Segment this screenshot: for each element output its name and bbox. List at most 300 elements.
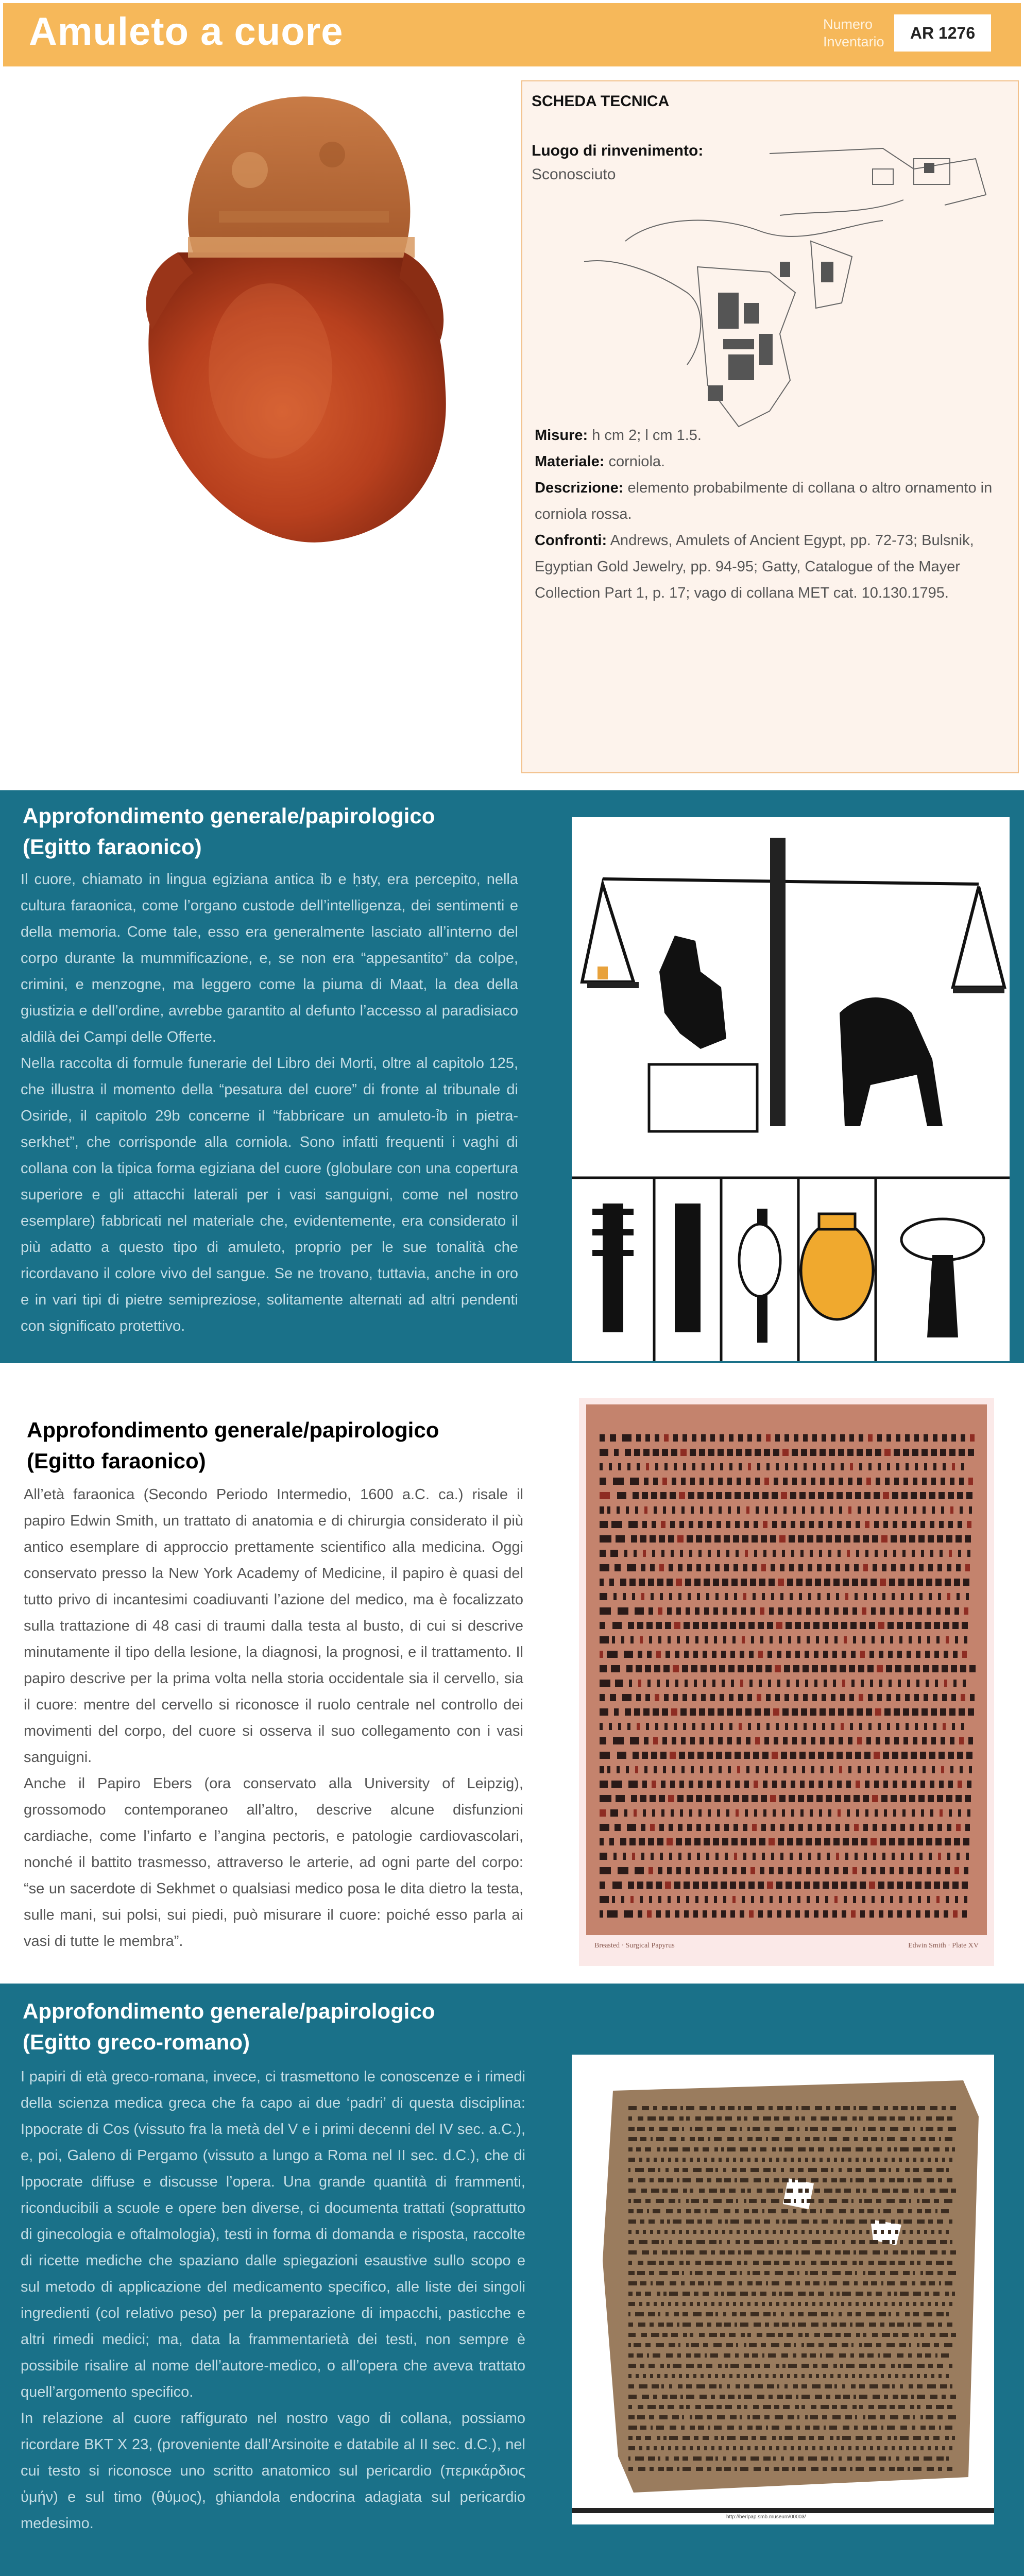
hieratic-glyph	[766, 1434, 771, 1442]
greek-script-mark	[628, 2302, 635, 2306]
greek-script-mark	[807, 2343, 814, 2347]
greek-script-mark	[808, 2168, 817, 2172]
greek-script-mark	[856, 2168, 861, 2172]
hieratic-glyph	[906, 1463, 909, 1470]
hieratic-glyph	[662, 1478, 667, 1485]
hieratic-glyph	[835, 1824, 840, 1831]
greek-script-mark	[767, 2384, 774, 2388]
hieratic-glyph	[691, 1665, 697, 1672]
hieratic-glyph	[824, 1838, 830, 1845]
greek-script-mark	[739, 2281, 742, 2285]
greek-script-mark	[691, 2343, 699, 2347]
hieratic-glyph	[880, 1838, 886, 1845]
hieratic-glyph	[817, 1564, 822, 1571]
greek-script-mark	[914, 2333, 918, 2337]
hieratic-glyph	[730, 1622, 736, 1629]
hieratic-glyph	[844, 1636, 847, 1643]
hieratic-glyph	[901, 1492, 908, 1499]
hieratic-glyph	[600, 1781, 608, 1788]
greek-script-mark	[628, 2426, 637, 2430]
greek-script-mark	[829, 2137, 837, 2141]
hieratic-glyph	[933, 1434, 937, 1442]
hieratic-glyph	[632, 1853, 635, 1860]
greek-script-mark	[848, 2158, 851, 2162]
hieratic-glyph	[771, 1824, 775, 1831]
greek-script-mark	[726, 2302, 729, 2306]
hieratic-glyph	[915, 1723, 918, 1730]
hieratic-glyph	[816, 1535, 823, 1543]
hieratic-glyph	[689, 1521, 693, 1528]
greek-script-mark	[707, 2415, 712, 2419]
greek-script-mark	[913, 2147, 921, 2151]
greek-script-mark	[946, 2168, 949, 2172]
hieratic-glyph	[678, 1853, 681, 1860]
hieratic-glyph	[955, 1535, 962, 1543]
hieratic-glyph	[966, 1752, 972, 1759]
greek-script-mark	[711, 2302, 714, 2306]
hieratic-glyph	[708, 1550, 711, 1557]
hieratic-glyph	[837, 1781, 842, 1788]
hieratic-glyph	[845, 1564, 849, 1571]
greek-script-mark	[873, 2106, 880, 2110]
greek-script-mark	[740, 2271, 742, 2275]
greek-script-mark	[773, 2456, 776, 2461]
greek-papyrus-image	[572, 2055, 994, 2524]
greek-script-mark	[937, 2219, 943, 2224]
hieratic-glyph	[964, 1607, 968, 1615]
greek-script-mark	[888, 2147, 891, 2151]
hieratic-glyph	[612, 1622, 622, 1629]
hieratic-glyph	[715, 1564, 720, 1571]
greek-script-mark	[650, 2467, 654, 2471]
greek-script-mark	[660, 2219, 664, 2224]
greek-script-mark	[720, 2106, 725, 2110]
greek-script-mark	[750, 2456, 759, 2461]
greek-script-mark	[729, 2230, 732, 2234]
hieratic-glyph	[670, 1752, 676, 1759]
greek-script-mark	[945, 2281, 952, 2285]
hieratic-glyph	[622, 1694, 632, 1701]
greek-script-mark	[714, 2426, 722, 2430]
hieratic-glyph	[713, 1579, 719, 1586]
hieratic-glyph	[600, 1809, 606, 1817]
greek-script-mark	[863, 2426, 868, 2430]
greek-script-mark	[924, 2312, 932, 2316]
hieratic-glyph	[759, 1838, 765, 1845]
greek-script-mark	[866, 2456, 875, 2461]
greek-script-mark	[628, 2219, 636, 2224]
location-value: Sconosciuto	[532, 166, 616, 183]
hieratic-glyph	[631, 1535, 637, 1543]
hieratic-glyph	[941, 1506, 944, 1514]
hieratic-glyph	[900, 1824, 905, 1831]
section2-paragraph: All’età faraonica (Secondo Periodo Intermedio, 1600 a.C. ca.) risale il papiro Edwin Smith, un trattato di anatomia e di chirurgia considerato il più antico esemplare di approccio prettamente scientifico alla medicina. Oggi conservato presso la New York Academy of Medicine, il papiro è quasi del tutto privo di incantesimi coadiuvanti l’azione del medico, ma è focalizzato sulla trattazione di 48 casi di traumi dalla testa al busto, di cui si descrive minutamente il tipo della lesione, la diagnosi, la prognosi, e il trattamento. Il papiro descrive per la prima volta nella storia occidentale sia il cervello, sia il cuore: mentre del cervello si riconosce il ruolo centrale nel controllo dei movimenti del corpo, del cuore si osserva il suo collegamento con i vasi sanguigni.	[24, 1486, 523, 1766]
greek-script-mark	[744, 2106, 752, 2110]
hieratic-glyph	[927, 1867, 931, 1874]
hieratic-glyph	[960, 1506, 963, 1514]
hieratic-glyph	[635, 1867, 644, 1874]
greek-script-mark	[696, 2467, 703, 2471]
hieratic-glyph	[600, 1694, 605, 1701]
hieratic-glyph	[924, 1434, 928, 1442]
greek-script-mark	[848, 2446, 851, 2450]
greek-script-mark	[859, 2374, 862, 2378]
hieratic-glyph	[822, 1463, 825, 1470]
hieratic-glyph	[655, 1694, 659, 1701]
greek-script-mark	[703, 2343, 708, 2347]
greek-script-mark	[628, 2312, 630, 2316]
greek-script-mark	[753, 2415, 760, 2419]
greek-script-mark	[920, 2302, 924, 2306]
hieratic-glyph	[932, 1766, 935, 1773]
hieratic-glyph	[803, 1665, 809, 1672]
hieratic-glyph	[701, 1434, 706, 1442]
greek-script-mark	[837, 2292, 840, 2296]
hieratic-glyph	[932, 1665, 938, 1672]
greek-script-mark	[871, 2137, 877, 2141]
hieratic-glyph	[698, 1550, 702, 1557]
greek-script-mark	[669, 2343, 675, 2347]
greek-script-mark	[638, 2405, 643, 2409]
greek-script-mark	[753, 2261, 759, 2265]
greek-script-mark	[890, 2405, 895, 2409]
hieratic-glyph	[698, 1809, 702, 1817]
greek-script-mark	[659, 2405, 664, 2409]
hieratic-glyph	[755, 1737, 760, 1744]
hieratic-glyph	[600, 1680, 610, 1687]
hieratic-glyph	[712, 1910, 716, 1918]
greek-script-mark	[765, 2374, 769, 2378]
greek-script-mark	[763, 2312, 771, 2316]
hieratic-glyph	[790, 1853, 793, 1860]
hieratic-glyph	[904, 1506, 907, 1514]
greek-script-mark	[867, 2436, 872, 2440]
hieratic-glyph	[742, 1636, 745, 1643]
hieratic-glyph	[764, 1449, 770, 1456]
hieratic-glyph	[876, 1478, 880, 1485]
hieratic-glyph	[738, 1694, 743, 1701]
greek-script-mark	[640, 2137, 646, 2141]
hieratic-glyph	[706, 1564, 710, 1571]
hieratic-glyph	[914, 1434, 919, 1442]
greek-script-mark	[808, 2456, 817, 2461]
greek-script-mark	[740, 2302, 743, 2306]
hieratic-glyph	[621, 1896, 624, 1903]
hieratic-glyph	[799, 1492, 806, 1499]
hieratic-glyph	[612, 1882, 622, 1889]
greek-script-mark	[888, 2292, 891, 2296]
hieratic-glyph	[853, 1636, 856, 1643]
hieratic-glyph	[617, 1506, 620, 1514]
hieratic-glyph	[863, 1535, 869, 1543]
greek-script-mark	[774, 2261, 779, 2265]
hieratic-glyph	[961, 1463, 964, 1470]
greek-script-mark	[667, 2467, 673, 2471]
hieratic-glyph	[689, 1550, 692, 1557]
greek-script-mark	[949, 2158, 952, 2162]
hieratic-glyph	[752, 1535, 758, 1543]
hieratic-glyph	[927, 1636, 930, 1643]
hieratic-glyph	[618, 1867, 628, 1874]
hieratic-glyph	[847, 1708, 854, 1716]
greek-script-mark	[948, 2127, 956, 2131]
hieratic-glyph	[797, 1636, 800, 1643]
hieratic-glyph	[613, 1853, 617, 1860]
hieratic-glyph	[838, 1550, 841, 1557]
hieratic-glyph	[910, 1593, 913, 1600]
greek-script-mark	[899, 2199, 906, 2203]
greek-script-mark	[782, 2467, 789, 2471]
greek-script-mark	[697, 2302, 700, 2306]
greek-script-mark	[665, 2168, 669, 2172]
hieratic-glyph	[808, 1593, 811, 1600]
hieratic-glyph	[873, 1593, 876, 1600]
hieratic-glyph	[929, 1752, 935, 1759]
hieratic-glyph	[850, 1463, 853, 1470]
hieratic-glyph	[748, 1882, 755, 1889]
greek-script-mark	[832, 2415, 841, 2419]
hieratic-glyph	[651, 1853, 654, 1860]
hieratic-glyph	[763, 1809, 766, 1817]
greek-script-mark	[935, 2158, 938, 2162]
hieratic-glyph	[673, 1694, 678, 1701]
hieratic-glyph	[675, 1680, 678, 1687]
greek-script-mark	[787, 2374, 790, 2378]
hieratic-glyph	[871, 1579, 877, 1586]
hieratic-glyph	[968, 1737, 973, 1744]
greek-script-mark	[744, 2199, 746, 2203]
hieratic-glyph	[948, 1752, 954, 1759]
greek-script-mark	[903, 2415, 910, 2419]
hieratic-glyph	[668, 1636, 671, 1643]
greek-script-mark	[882, 2333, 890, 2337]
greek-script-mark	[682, 2147, 690, 2151]
greek-script-mark	[733, 2302, 736, 2306]
hieratic-glyph	[810, 1708, 816, 1716]
greek-script-mark	[859, 2106, 867, 2110]
hieratic-glyph	[750, 1838, 756, 1845]
greek-script-mark	[662, 2250, 668, 2255]
greek-script-mark	[698, 2426, 704, 2430]
hieratic-glyph	[743, 1824, 747, 1831]
greek-script-mark	[680, 2106, 683, 2110]
greek-script-mark	[672, 2415, 679, 2419]
hieratic-glyph	[797, 1867, 801, 1874]
hieratic-glyph	[804, 1622, 810, 1629]
greek-script-mark	[781, 2209, 788, 2213]
greek-script-mark	[765, 2230, 769, 2234]
hieratic-glyph	[630, 1896, 634, 1903]
greek-script-mark	[936, 2261, 944, 2265]
greek-script-mark	[788, 2364, 797, 2368]
greek-script-mark	[890, 2127, 898, 2131]
hieratic-glyph	[924, 1694, 928, 1701]
greek-script-mark	[898, 2219, 901, 2224]
hieratic-glyph	[774, 1478, 778, 1485]
hieratic-glyph	[961, 1694, 965, 1701]
hieratic-glyph	[833, 1579, 840, 1586]
greek-script-mark	[682, 2467, 691, 2471]
hieratic-glyph	[795, 1882, 801, 1889]
hieratic-glyph	[948, 1521, 953, 1528]
hieratic-glyph	[737, 1506, 740, 1514]
greek-script-mark	[928, 2302, 931, 2306]
greek-script-mark	[706, 2312, 713, 2316]
greek-script-mark	[809, 2374, 812, 2378]
greek-script-mark	[736, 2240, 740, 2244]
greek-script-mark	[628, 2292, 633, 2296]
hieratic-glyph	[726, 1521, 730, 1528]
greek-script-mark	[920, 2137, 926, 2141]
hieratic-glyph	[745, 1708, 752, 1716]
greek-script-mark	[925, 2147, 929, 2151]
page-title: Amuleto a cuore	[29, 10, 344, 54]
hieratic-glyph	[666, 1680, 669, 1687]
greek-script-mark	[788, 2271, 794, 2275]
greek-script-mark	[850, 2209, 854, 2213]
hieratic-glyph	[932, 1506, 935, 1514]
section-greco-roman	[0, 1984, 1024, 2576]
greek-script-mark	[845, 2271, 852, 2275]
greek-script-mark	[922, 2343, 930, 2347]
hieratic-glyph	[730, 1882, 736, 1889]
hieratic-glyph	[928, 1795, 934, 1802]
hieratic-glyph	[838, 1809, 841, 1817]
greek-script-mark	[763, 2405, 771, 2409]
greek-script-mark	[951, 2333, 956, 2337]
greek-script-mark	[716, 2467, 722, 2471]
hieratic-glyph	[961, 1434, 965, 1442]
hieratic-glyph	[720, 1434, 724, 1442]
greek-script-mark	[917, 2384, 923, 2388]
hieratic-glyph	[778, 1579, 784, 1586]
greek-script-mark	[928, 2158, 931, 2162]
hieratic-glyph	[843, 1579, 849, 1586]
greek-script-mark	[899, 2343, 906, 2347]
hieratic-glyph	[963, 1579, 969, 1586]
greek-script-mark	[859, 2395, 867, 2399]
hieratic-glyph	[740, 1910, 744, 1918]
hieratic-glyph	[633, 1492, 639, 1499]
greek-script-mark	[818, 2292, 824, 2296]
greek-script-mark	[777, 2240, 779, 2244]
hieratic-glyph	[791, 1521, 795, 1528]
hieratic-glyph	[837, 1521, 842, 1528]
hieratic-glyph	[697, 1492, 704, 1499]
greek-script-mark	[950, 2395, 956, 2399]
greek-script-mark	[658, 2312, 660, 2316]
hieratic-glyph	[886, 1694, 891, 1701]
hieratic-glyph	[906, 1882, 912, 1889]
greek-script-mark	[930, 2333, 935, 2337]
greek-script-mark	[694, 2292, 698, 2296]
greek-script-mark	[659, 2116, 664, 2121]
greek-script-mark	[787, 2333, 793, 2337]
hieratic-glyph	[693, 1651, 698, 1658]
hieratic-glyph	[891, 1795, 897, 1802]
greek-script-mark	[703, 2147, 709, 2151]
hieratic-glyph	[600, 1766, 604, 1773]
hieratic-glyph	[655, 1723, 658, 1730]
hieratic-glyph	[849, 1694, 854, 1701]
greek-script-mark	[704, 2302, 707, 2306]
hieratic-glyph	[938, 1593, 941, 1600]
hieratic-glyph	[724, 1824, 729, 1831]
greek-script-mark	[747, 2426, 753, 2430]
hieratic-glyph	[729, 1463, 732, 1470]
greek-script-mark	[882, 2189, 890, 2193]
greek-script-mark	[842, 2199, 848, 2203]
greek-script-mark	[709, 2240, 716, 2244]
greek-script-mark	[690, 2271, 692, 2275]
greek-script-mark	[628, 2405, 632, 2409]
hieratic-glyph	[926, 1838, 932, 1845]
greek-script-mark	[891, 2219, 895, 2224]
greek-script-mark	[796, 2106, 798, 2110]
greek-script-mark	[798, 2147, 806, 2151]
greek-script-mark	[662, 2189, 668, 2193]
hieratic-glyph	[870, 1680, 873, 1687]
greek-script-mark	[730, 2127, 737, 2131]
hieratic-glyph	[923, 1665, 929, 1672]
hieratic-glyph	[906, 1723, 909, 1730]
greek-script-mark	[744, 2250, 752, 2255]
greek-script-mark	[744, 2343, 746, 2347]
greek-script-mark	[735, 2353, 739, 2358]
hieratic-glyph	[699, 1708, 705, 1716]
hieratic-glyph	[655, 1463, 658, 1470]
hieratic-glyph	[671, 1809, 674, 1817]
greek-script-mark	[948, 2415, 956, 2419]
hieratic-glyph	[938, 1853, 941, 1860]
hieratic-glyph	[947, 1564, 951, 1571]
hieratic-glyph	[879, 1651, 883, 1658]
greek-script-mark	[852, 2374, 855, 2378]
description-label: Descrizione:	[535, 480, 624, 496]
hieratic-glyph	[867, 1766, 870, 1773]
greek-script-mark	[856, 2292, 863, 2296]
hieratic-glyph	[892, 1853, 895, 1860]
hieratic-glyph	[909, 1896, 912, 1903]
hieratic-glyph	[911, 1521, 916, 1528]
greek-script-mark	[859, 2199, 862, 2203]
hieratic-glyph	[890, 1896, 893, 1903]
hieratic-glyph	[794, 1434, 798, 1442]
hieratic-glyph	[693, 1882, 699, 1889]
greek-script-mark	[872, 2333, 878, 2337]
hieratic-glyph	[851, 1651, 856, 1658]
hieratic-glyph	[936, 1636, 940, 1643]
greek-script-mark	[744, 2240, 749, 2244]
greek-script-mark	[682, 2436, 690, 2440]
greek-script-mark	[856, 2456, 861, 2461]
greek-script-mark	[822, 2127, 827, 2131]
hieratic-glyph	[674, 1463, 677, 1470]
hieratic-glyph	[903, 1478, 908, 1485]
greek-script-mark	[753, 2116, 759, 2121]
hieratic-glyph	[659, 1795, 665, 1802]
greek-script-mark	[696, 2178, 703, 2182]
hieratic-glyph	[654, 1766, 657, 1773]
hieratic-glyph	[849, 1665, 855, 1672]
hieratic-glyph	[660, 1593, 663, 1600]
greek-script-mark	[843, 2106, 850, 2110]
hieratic-glyph	[908, 1867, 913, 1874]
hieratic-glyph	[857, 1737, 862, 1744]
hieratic-glyph	[718, 1708, 724, 1716]
hieratic-glyph	[841, 1882, 847, 1889]
greek-script-mark	[664, 2374, 668, 2378]
